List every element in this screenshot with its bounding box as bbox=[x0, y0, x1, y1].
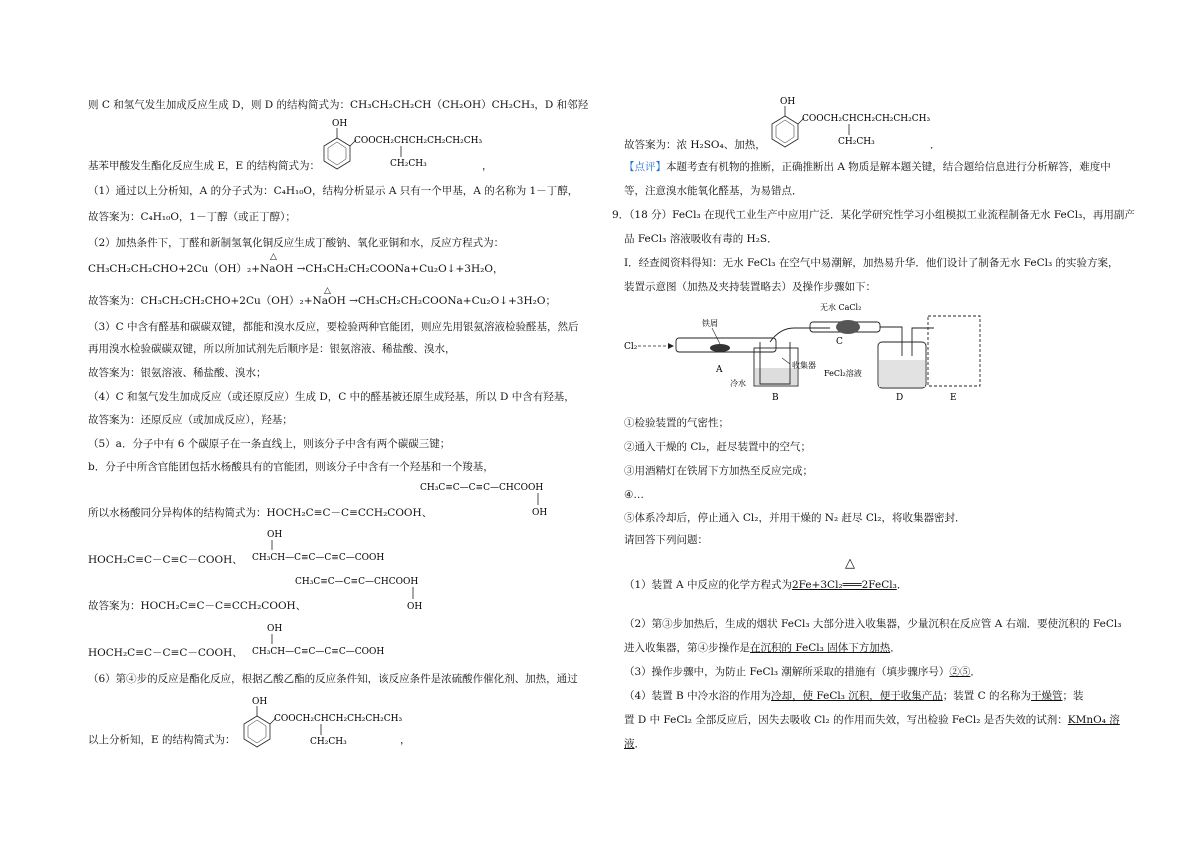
oh-label: OH bbox=[407, 602, 423, 612]
text-line: ． bbox=[930, 139, 941, 151]
label-b: B bbox=[772, 393, 779, 403]
text-line: ， bbox=[482, 160, 493, 172]
question-3 bbox=[624, 665, 981, 679]
ester-structure-3 bbox=[760, 94, 950, 150]
text-line: （6）第④步的反应是酯化反应，根据乙酸乙酯的反应条件知，该反应条件是浓硫酸作催化剂、加热，通过 bbox=[88, 673, 578, 685]
question-text: （4）装置 B 中冷水浴的作用为 bbox=[624, 690, 772, 702]
text-line: （1）通过以上分析知，A 的分子式为：C₄H₁₀O，结构分析显示 A 只有一个甲基，A 的名称为 1－丁醇， bbox=[88, 185, 579, 197]
answer-4c-cont: 液 bbox=[624, 738, 635, 750]
step-item: ④… bbox=[624, 489, 644, 501]
ester-chain: COOCH₂CHCH₂CH₂CH₂CH₃ bbox=[354, 136, 483, 146]
alkyne-formula: CH₃C≡C—C≡C—CHCOOH bbox=[420, 483, 544, 493]
equation-line: 故答案为：CH₃CH₂CH₂CHO+2Cu（OH）₂+NaOH →CH₃CH₂CH₂COONa+Cu₂O↓+3H₂O； bbox=[88, 295, 556, 307]
step-item: ③用酒精灯在铁屑下方加热至反应完成； bbox=[624, 465, 813, 477]
apparatus-diagram bbox=[620, 298, 990, 406]
question-text: ；装置 C 的名称为 bbox=[942, 690, 1031, 702]
ester-chain: COOCH₂CHCH₂CH₂CH₂CH₃ bbox=[802, 114, 931, 124]
equation-line: CH₃CH₂CH₂CHO+2Cu（OH）₂+NaOH →CH₃CH₂CH₂COONa+Cu₂O↓+3H₂O， bbox=[88, 263, 504, 275]
text-line: 装置示意图（加热及夹持装置略去）及操作步骤如下： bbox=[624, 281, 876, 293]
question-text: 进入收集器，第④步操作是 bbox=[624, 642, 750, 654]
text-line: 请回答下列问题： bbox=[624, 534, 708, 546]
heat-symbol: △ bbox=[845, 556, 855, 571]
answer-4c: KMnO₄ 溶 bbox=[1067, 714, 1120, 726]
ester-structure-2 bbox=[232, 694, 422, 750]
label-d: D bbox=[896, 393, 904, 403]
alkyne-structure-3 bbox=[295, 574, 465, 612]
question-title: 9．（18 分）FeCl₃ 在现代工业生产中应用广泛．某化学研究性学习小组模拟工业流程制备无水 FeCl₃，再用副产 bbox=[612, 209, 1135, 221]
text-line: （2）加热条件下，丁醛和新制氢氧化铜反应生成丁酸钠、氧化亚铜和水，反应方程式为： bbox=[88, 237, 505, 249]
iron-label: 铁屑 bbox=[702, 319, 718, 328]
question-1 bbox=[624, 578, 907, 592]
label-c: C bbox=[836, 337, 843, 347]
text-line: HOCH₂C≡C－C≡C－COOH、 bbox=[88, 554, 243, 566]
alkyne-formula: CH₃CH—C≡C—C≡C—COOH bbox=[252, 647, 385, 657]
question-text: （3）操作步骤中，为防止 FeCl₃ 潮解所采取的措施有（填步骤序号） bbox=[624, 666, 950, 678]
text-line: 故答案为：C₄H₁₀O，1－丁醇（或正丁醇）； bbox=[88, 211, 296, 223]
comment-text: 本题考查有机物的推断，正确推断出 A 物质是解本题关键，结合题给信息进行分析解答，难度中 bbox=[666, 161, 1111, 173]
cold-water-label: 冷水 bbox=[730, 379, 746, 388]
question-2a: （2）第③步加热后，生成的烟状 FeCl₃ 大部分进入收集器，少量沉积在反应管 A 右端．要使沉积的 FeCl₃ bbox=[624, 618, 1122, 630]
text-line: 则 C 和氢气发生加成反应生成 D，则 D 的结构简式为：CH₃CH₂CH₂CH（CH₂OH）CH₂CH₃，D 和邻羟 bbox=[88, 99, 589, 111]
text-line: b．分子中所含官能团包括水杨酸具有的官能团，则该分子中含有一个羟基和一个羧基， bbox=[88, 461, 494, 473]
text-line: 故答案为：银氨溶液、稀盐酸、溴水； bbox=[88, 367, 267, 379]
heat-symbol: △ bbox=[270, 252, 277, 262]
text-line: 所以水杨酸同分异构体的结构简式为：HOCH₂C≡C－C≡CCH₂COOH、 bbox=[88, 507, 433, 519]
oh-label: OH bbox=[532, 508, 548, 518]
dry-label: 无水 CaCl₂ bbox=[820, 303, 862, 312]
text-line: 故答案为：HOCH₂C≡C－C≡CCH₂COOH、 bbox=[88, 600, 307, 612]
punct: ． bbox=[970, 666, 981, 678]
question-4a bbox=[624, 689, 1084, 703]
answer-3: ②⑤ bbox=[949, 666, 971, 678]
text-line: HOCH₂C≡C－C≡C－COOH、 bbox=[88, 647, 243, 659]
answer-2: 在沉积的 FeCl₃ 固体下方加热 bbox=[750, 642, 891, 654]
oh-label: OH bbox=[267, 624, 283, 634]
text-line: （3）C 中含有醛基和碳碳双键，都能和溴水反应，要检验两种官能团，则应先用银氨溶液检验醛基，然后 bbox=[88, 321, 579, 333]
text-line: 基苯甲酸发生酯化反应生成 E，E 的结构简式为： bbox=[88, 160, 321, 172]
punct: ． bbox=[890, 642, 901, 654]
alkyne-structure-1 bbox=[420, 480, 590, 518]
step-item: ⑤体系冷却后，停止通入 Cl₂，并用干燥的 N₂ 赶尽 Cl₂，将收集器密封． bbox=[624, 512, 966, 524]
punct: ． bbox=[634, 738, 645, 750]
text-line: 等，注意溴水能氧化醛基，为易错点． bbox=[624, 185, 803, 197]
step-item: ②通入干燥的 Cl₂，赶尽装置中的空气； bbox=[624, 441, 811, 453]
heat-symbol: △ bbox=[324, 286, 331, 296]
question-text: ；装 bbox=[1062, 690, 1084, 702]
comment-tag: 【点评】 bbox=[624, 161, 666, 173]
oh-label: OH bbox=[252, 697, 268, 707]
step-item: ①检验装置的气密性； bbox=[624, 417, 729, 429]
fecl2-label: FeCl₂溶液 bbox=[824, 369, 862, 378]
punct: ． bbox=[896, 579, 908, 591]
collector-label: 收集器 bbox=[792, 361, 816, 370]
question-text: （1）装置 A 中反应的化学方程式为 bbox=[624, 579, 792, 591]
oh-label: OH bbox=[780, 97, 796, 107]
label-e: E bbox=[950, 393, 957, 403]
question-4b bbox=[624, 713, 1120, 727]
text-line: 再用溴水检验碳碳双键，所以所加试剂先后顺序是：银氨溶液、稀盐酸、溴水， bbox=[88, 343, 456, 355]
text-line: Ⅰ．经查阅资料得知：无水 FeCl₃ 在空气中易潮解，加热易升华．他们设计了制备无水 FeCl₃ 的实验方案， bbox=[624, 257, 1119, 269]
question-2b bbox=[624, 641, 901, 655]
answer-4a: 冷却，使 FeCl₃ 沉积，便于收集产品 bbox=[771, 690, 943, 702]
comment-line bbox=[624, 160, 1111, 174]
label-a: A bbox=[716, 365, 723, 375]
text-line: （4）C 和氢气发生加成反应（或还原反应）生成 D，C 中的醛基被还原生成羟基，所以 D 中含有羟基， bbox=[88, 391, 575, 403]
ester-structure-1 bbox=[312, 116, 502, 172]
text-line: （5）a．分子中有 6 个碳原子在一条直线上，则该分子中含有两个碳碳三键； bbox=[88, 438, 451, 450]
answer-1: 2Fe+3Cl₂═══2FeCl₃ bbox=[791, 579, 897, 591]
text-line: 以上分析知，E 的结构简式为： bbox=[88, 734, 236, 746]
oh-label: OH bbox=[332, 119, 348, 129]
text-line: ， bbox=[400, 734, 411, 746]
ester-branch: CH₂CH₃ bbox=[390, 159, 427, 169]
text-line: 品 FeCl₃ 溶液吸收有毒的 H₂S． bbox=[624, 233, 778, 245]
answer-4b: 干燥管 bbox=[1031, 690, 1063, 702]
alkyne-formula: CH₃CH—C≡C—C≡C—COOH bbox=[252, 553, 385, 563]
text-line: 故答案为：还原反应（或加成反应），羟基； bbox=[88, 414, 293, 426]
alkyne-structure-2 bbox=[252, 528, 432, 564]
text-line: 故答案为：浓 H₂SO₄、加热， bbox=[624, 139, 766, 151]
oh-label: OH bbox=[267, 530, 283, 540]
question-4c bbox=[624, 737, 645, 751]
cl2-label: Cl₂ bbox=[624, 342, 638, 352]
ester-branch: CH₂CH₃ bbox=[838, 137, 875, 147]
alkyne-structure-4 bbox=[252, 622, 432, 658]
question-text: 置 D 中 FeCl₂ 全部反应后，因失去吸收 Cl₂ 的作用而失效，写出检验 FeCl₂ 是否失效的试剂： bbox=[624, 714, 1068, 726]
alkyne-formula: CH₃C≡C—C≡C—CHCOOH bbox=[295, 577, 419, 587]
ester-chain: COOCH₂CHCH₂CH₂CH₂CH₃ bbox=[274, 714, 403, 724]
ester-branch: CH₂CH₃ bbox=[310, 737, 347, 747]
